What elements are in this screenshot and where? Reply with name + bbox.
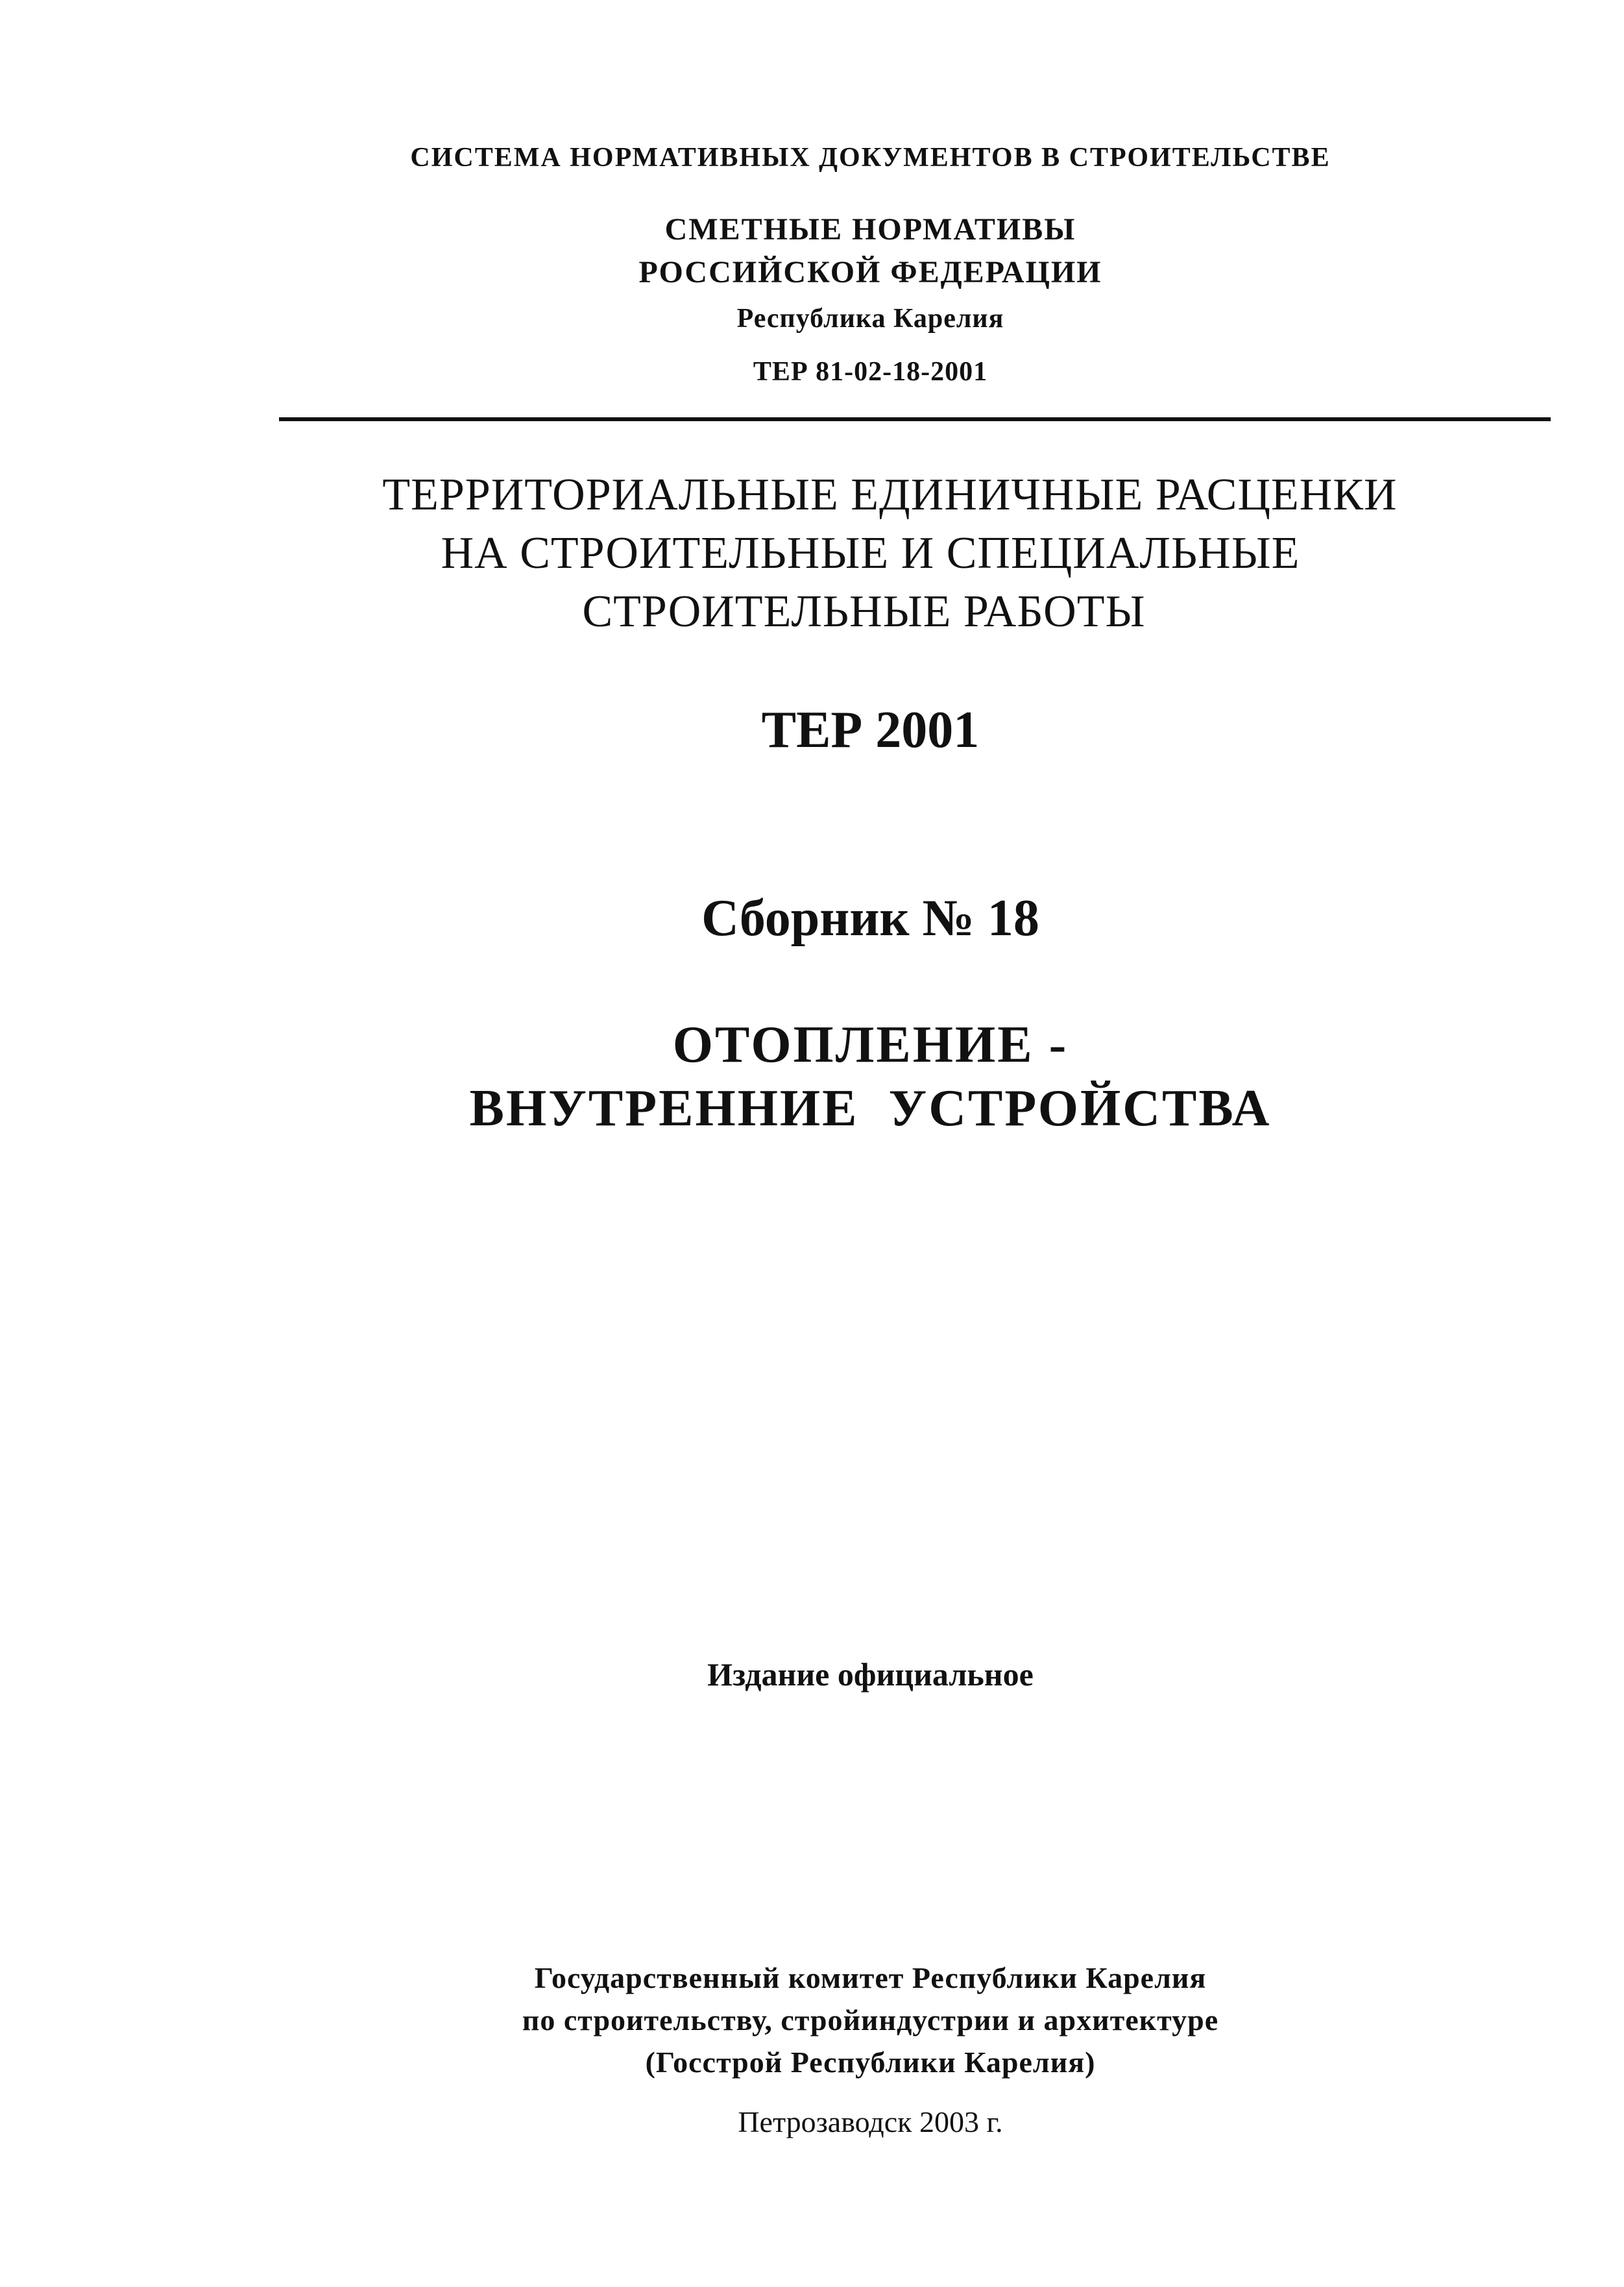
publisher-line3: (Госстрой Республики Карелия) — [645, 2046, 1096, 2079]
document-title-line2: НА СТРОИТЕЛЬНЫЕ И СПЕЦИАЛЬНЫЕ — [441, 528, 1300, 578]
collection-subject-line2: ВНУТРЕННИЕ УСТРОЙСТВА — [469, 1080, 1272, 1137]
norms-heading-line2: РОССИЙСКОЙ ФЕДЕРАЦИИ — [638, 255, 1102, 289]
publication-place-year: Петрозаводск 2003 г. — [738, 2105, 1003, 2138]
document-code: ТЕР 81-02-18-2001 — [753, 357, 988, 387]
region-name: Республика Карелия — [736, 304, 1004, 334]
collection-subject-line1: ОТОПЛЕНИЕ - — [672, 1016, 1069, 1073]
publisher-line2: по строительству, стройиндустрии и архитектуре — [522, 2003, 1219, 2036]
publisher-line1: Государственный комитет Республики Карелия — [534, 1961, 1207, 1994]
collection-number: Сборник № 18 — [701, 890, 1039, 947]
series-heading: СИСТЕМА НОРМАТИВНЫХ ДОКУМЕНТОВ В СТРОИТЕЛЬСТВЕ — [410, 143, 1331, 173]
document-abbreviation: ТЕР 2001 — [761, 702, 980, 759]
edition-label: Издание официальное — [707, 1656, 1034, 1693]
header-divider — [279, 417, 1551, 421]
document-title-line3: СТРОИТЕЛЬНЫЕ РАБОТЫ — [582, 587, 1146, 637]
norms-heading-line1: СМЕТНЫЕ НОРМАТИВЫ — [664, 212, 1076, 247]
document-title-line1: ТЕРРИТОРИАЛЬНЫЕ ЕДИНИЧНЫЕ РАСЦЕНКИ — [382, 470, 1398, 520]
